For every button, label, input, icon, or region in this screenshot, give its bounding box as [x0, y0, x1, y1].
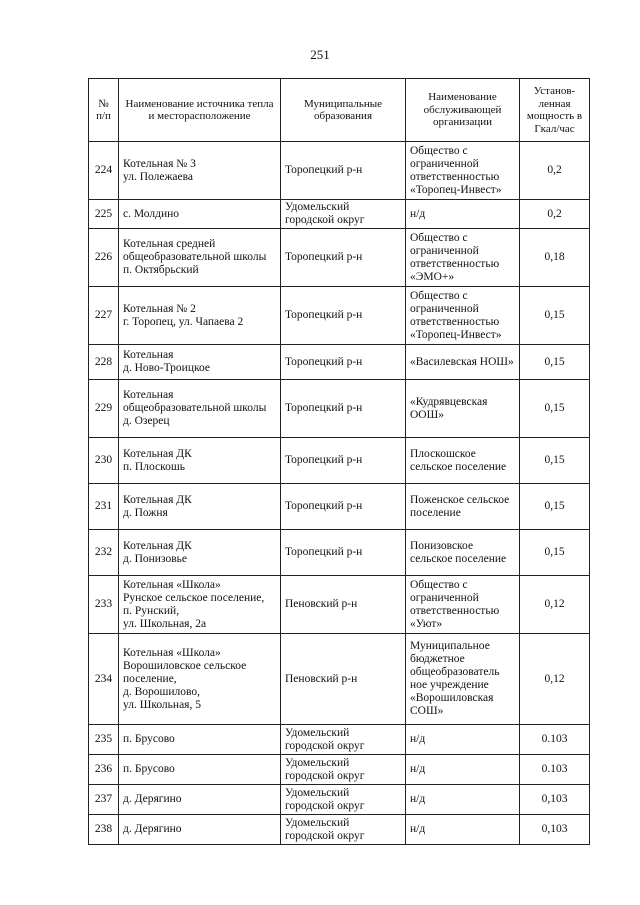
row-number: 231 — [89, 484, 119, 530]
table-row — [89, 142, 590, 200]
row-power: 0,12 — [520, 634, 590, 725]
row-power: 0,15 — [520, 345, 590, 380]
row-source-name: Котельная № 2 г. Торопец, ул. Чапаева 2 — [119, 287, 281, 345]
heat-sources-table — [88, 78, 590, 845]
row-organization: Общество с ограниченной ответственностью «Уют» — [406, 576, 520, 634]
row-power: 0,15 — [520, 484, 590, 530]
table-row — [89, 229, 590, 287]
row-organization: Общество с ограниченной ответственностью «Торопец-Инвест» — [406, 287, 520, 345]
row-number: 229 — [89, 380, 119, 438]
row-number: 230 — [89, 438, 119, 484]
row-power: 0,103 — [520, 815, 590, 845]
table-row — [89, 484, 590, 530]
row-source-name: Котельная д. Ново-Троицкое — [119, 345, 281, 380]
row-power: 0,15 — [520, 380, 590, 438]
row-municipality: Торопецкий р-н — [281, 484, 406, 530]
row-organization: «Василевская НОШ» — [406, 345, 520, 380]
row-source-name: Котельная № 3 ул. Полежаева — [119, 142, 281, 200]
row-number: 228 — [89, 345, 119, 380]
row-source-name: п. Брусово — [119, 725, 281, 755]
row-power: 0.103 — [520, 725, 590, 755]
row-municipality: Торопецкий р-н — [281, 530, 406, 576]
row-municipality: Торопецкий р-н — [281, 380, 406, 438]
row-source-name: Котельная средней общеобразовательной школы п. Октябрьский — [119, 229, 281, 287]
row-source-name: д. Дерягино — [119, 815, 281, 845]
table-row — [89, 785, 590, 815]
row-power: 0,12 — [520, 576, 590, 634]
row-municipality: Удомельский городской округ — [281, 725, 406, 755]
row-municipality: Торопецкий р-н — [281, 438, 406, 484]
row-source-name: Котельная ДК д. Понизовье — [119, 530, 281, 576]
row-organization: н/д — [406, 200, 520, 229]
table-header-row — [89, 79, 590, 142]
header-num: № п/п — [89, 79, 119, 142]
row-power: 0,2 — [520, 200, 590, 229]
row-municipality: Пеновский р-н — [281, 576, 406, 634]
row-number: 227 — [89, 287, 119, 345]
header-municipality: Муниципальные образования — [281, 79, 406, 142]
row-organization: н/д — [406, 725, 520, 755]
table-row — [89, 576, 590, 634]
row-number: 238 — [89, 815, 119, 845]
row-source-name: Котельная ДК д. Пожня — [119, 484, 281, 530]
row-organization: н/д — [406, 755, 520, 785]
table-row — [89, 287, 590, 345]
table-row — [89, 634, 590, 725]
row-power: 0,15 — [520, 287, 590, 345]
row-organization: «Кудрявцевская ООШ» — [406, 380, 520, 438]
row-power: 0,2 — [520, 142, 590, 200]
row-source-name: Котельная общеобразовательной школы д. Озерец — [119, 380, 281, 438]
row-municipality: Торопецкий р-н — [281, 229, 406, 287]
row-organization: Понизовское сельское поселение — [406, 530, 520, 576]
page-number: 251 — [310, 47, 330, 62]
table-row — [89, 380, 590, 438]
row-source-name: Котельная ДК п. Плоскошь — [119, 438, 281, 484]
row-source-name: Котельная «Школа» Ворошиловское сельское поселение, д. Ворошилово, ул. Школьная, 5 — [119, 634, 281, 725]
row-municipality: Удомельский городской округ — [281, 785, 406, 815]
header-power: Установ-ленная мощность в Гкал/час — [520, 79, 590, 142]
header-organization: Наименование обслуживающей организации — [406, 79, 520, 142]
row-municipality: Торопецкий р-н — [281, 287, 406, 345]
row-number: 225 — [89, 200, 119, 229]
row-organization: Плоскошское сельское поселение — [406, 438, 520, 484]
row-source-name: с. Молдино — [119, 200, 281, 229]
row-municipality: Удомельский городской округ — [281, 755, 406, 785]
row-municipality: Пеновский р-н — [281, 634, 406, 725]
table-row — [89, 345, 590, 380]
table-row — [89, 725, 590, 755]
row-municipality: Торопецкий р-н — [281, 142, 406, 200]
row-power: 0,15 — [520, 530, 590, 576]
table-row — [89, 755, 590, 785]
table-body — [89, 142, 590, 845]
row-organization: Общество с ограниченной ответственностью «ЭМО+» — [406, 229, 520, 287]
table-row — [89, 530, 590, 576]
row-number: 232 — [89, 530, 119, 576]
row-number: 237 — [89, 785, 119, 815]
row-source-name: Котельная «Школа» Рунское сельское поселение, п. Рунский, ул. Школьная, 2а — [119, 576, 281, 634]
row-source-name: д. Дерягино — [119, 785, 281, 815]
row-municipality: Удомельский городской округ — [281, 200, 406, 229]
row-organization: н/д — [406, 785, 520, 815]
row-power: 0.103 — [520, 755, 590, 785]
table-row — [89, 815, 590, 845]
row-organization: Общество с ограниченной ответственностью «Торопец-Инвест» — [406, 142, 520, 200]
table-row — [89, 438, 590, 484]
row-number: 226 — [89, 229, 119, 287]
row-organization: Поженское сельское поселение — [406, 484, 520, 530]
row-municipality: Торопецкий р-н — [281, 345, 406, 380]
row-power: 0,15 — [520, 438, 590, 484]
row-power: 0,103 — [520, 785, 590, 815]
row-power: 0,18 — [520, 229, 590, 287]
table-row — [89, 200, 590, 229]
row-number: 234 — [89, 634, 119, 725]
row-organization: Муниципальное бюджетное общеобразователь ное учреждение «Ворошиловская СОШ» — [406, 634, 520, 725]
row-source-name: п. Брусово — [119, 755, 281, 785]
row-number: 236 — [89, 755, 119, 785]
row-number: 233 — [89, 576, 119, 634]
row-number: 224 — [89, 142, 119, 200]
header-name: Наименование источника тепла и месторасположение — [119, 79, 281, 142]
row-number: 235 — [89, 725, 119, 755]
row-municipality: Удомельский городской округ — [281, 815, 406, 845]
row-organization: н/д — [406, 815, 520, 845]
